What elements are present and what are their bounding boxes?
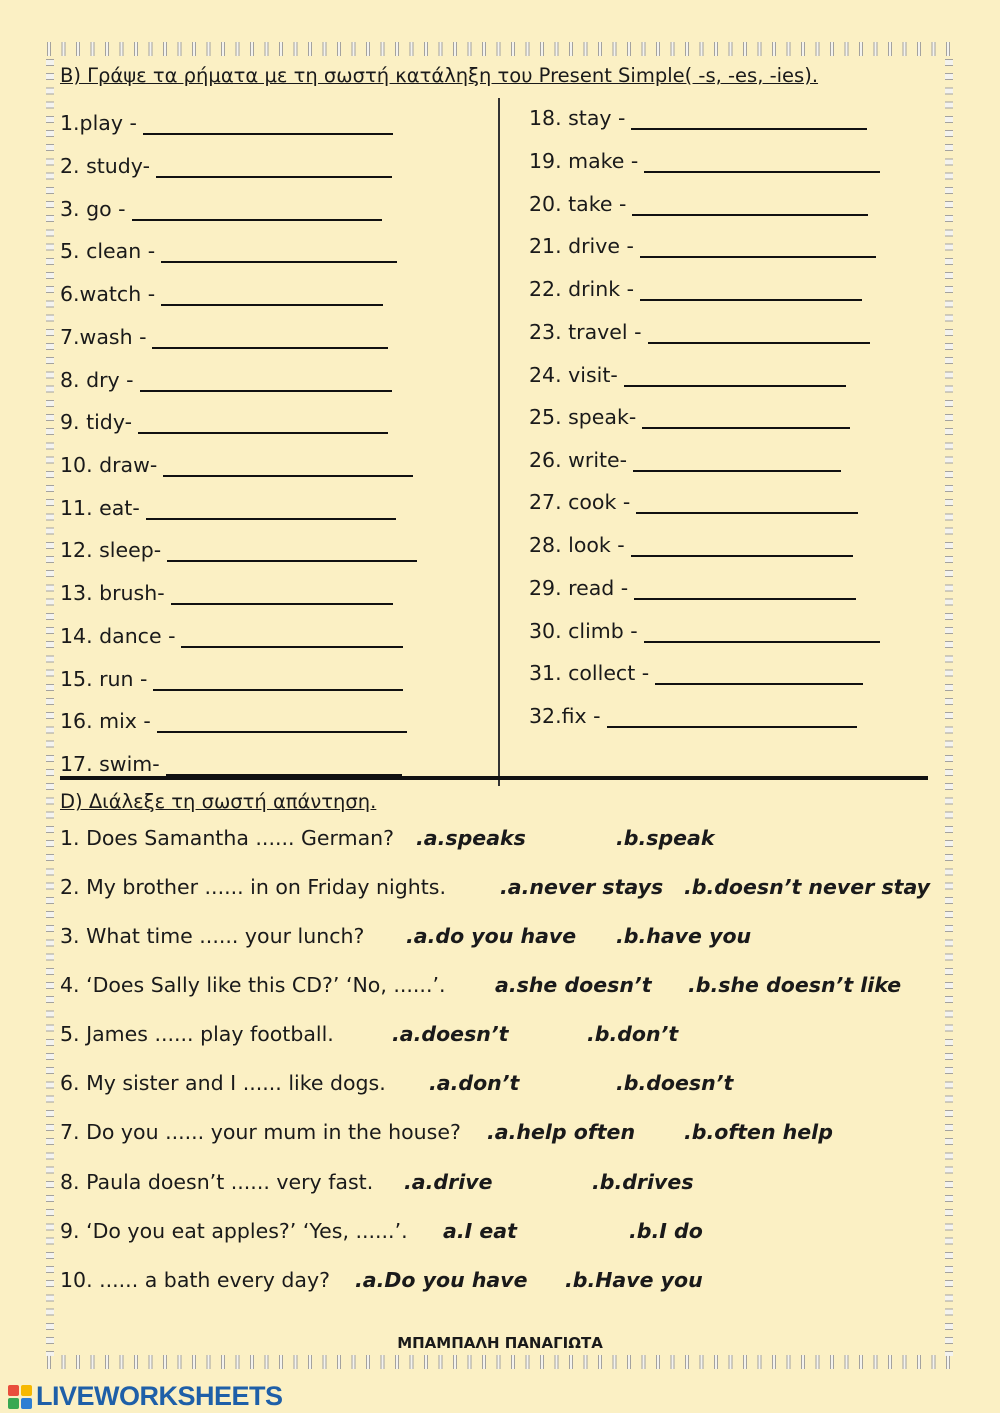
left-clip-border <box>46 56 54 1356</box>
verb-item <box>60 575 393 605</box>
answer-input[interactable] <box>636 494 858 514</box>
answer-input[interactable] <box>146 500 396 520</box>
question-text: 9. ‘Do you eat apples?’ ‘Yes, ......’. <box>60 1219 408 1243</box>
verb-item <box>529 399 850 429</box>
verb-item <box>60 319 388 349</box>
option-a[interactable]: .a.help often <box>487 1120 636 1144</box>
verb-item <box>529 357 846 387</box>
option-b[interactable]: .b.doesn’t <box>616 1071 734 1095</box>
verb-label: 19. make - <box>529 149 639 173</box>
verb-label: 23. travel - <box>529 320 642 344</box>
answer-blank[interactable] <box>640 279 862 301</box>
verb-item <box>529 143 880 173</box>
question-text: 7. Do you ...... your mum in the house? <box>60 1120 461 1144</box>
option-a[interactable]: .a.speaks <box>416 826 526 850</box>
option-a[interactable]: a.I eat <box>443 1219 517 1243</box>
option-b[interactable]: .b.Have you <box>565 1268 703 1292</box>
answer-blank[interactable] <box>163 455 413 477</box>
answer-blank[interactable] <box>181 626 403 648</box>
option-b[interactable]: .b.she doesn’t like <box>688 973 902 997</box>
answer-input[interactable] <box>655 665 863 685</box>
answer-blank[interactable] <box>167 540 417 562</box>
answer-blank[interactable] <box>633 450 841 472</box>
verb-label: 32.fix - <box>529 704 601 728</box>
bottom-clip-border <box>44 1355 956 1369</box>
verb-label: 12. sleep- <box>60 538 162 562</box>
verb-label: 11. eat- <box>60 496 140 520</box>
option-a[interactable]: .a.never stays <box>500 875 664 899</box>
answer-blank[interactable] <box>146 498 396 520</box>
verb-item <box>529 271 862 301</box>
verb-label: 7.wash - <box>60 325 147 349</box>
answer-input[interactable] <box>181 628 403 648</box>
answer-input[interactable] <box>161 286 383 306</box>
answer-blank[interactable] <box>636 492 858 514</box>
answer-input[interactable] <box>156 158 392 178</box>
answer-blank[interactable] <box>655 663 863 685</box>
option-a[interactable]: .a.do you have <box>406 924 577 948</box>
answer-blank[interactable] <box>153 669 403 691</box>
section-divider <box>60 776 928 780</box>
option-a[interactable]: .a.doesn’t <box>392 1022 509 1046</box>
option-b[interactable]: .b.have you <box>616 924 752 948</box>
brand-name: LIVEWORKSHEETS <box>36 1381 283 1411</box>
answer-blank[interactable] <box>132 199 382 221</box>
verb-item <box>60 532 417 562</box>
top-clip-border <box>44 42 956 56</box>
verb-label: 2. study- <box>60 154 150 178</box>
answer-blank[interactable] <box>631 535 853 557</box>
verb-item <box>529 484 858 514</box>
verb-item <box>60 105 393 135</box>
verb-item <box>60 490 396 520</box>
answer-blank[interactable] <box>644 151 880 173</box>
answer-input[interactable] <box>633 452 841 472</box>
answer-input[interactable] <box>632 196 868 216</box>
answer-input[interactable] <box>161 243 397 263</box>
answer-input[interactable] <box>607 708 857 728</box>
answer-blank[interactable] <box>634 578 856 600</box>
section-b-title: B) Γράψε τα ρήματα με τη σωστή κατάληξη του Present Simple( -s, -es, -ies). <box>60 64 819 87</box>
answer-blank[interactable] <box>607 706 857 728</box>
verb-item <box>529 314 870 344</box>
verb-item <box>60 276 383 306</box>
option-b[interactable]: .b.doesn’t never stay <box>684 875 931 899</box>
verb-label: 21. drive - <box>529 234 634 258</box>
option-b[interactable]: .b.don’t <box>587 1022 679 1046</box>
answer-input[interactable] <box>640 238 876 258</box>
answer-input[interactable] <box>132 201 382 221</box>
verb-label: 22. drink - <box>529 277 635 301</box>
answer-blank[interactable] <box>152 327 388 349</box>
answer-input[interactable] <box>163 457 413 477</box>
answer-blank[interactable] <box>138 412 388 434</box>
verb-label: 20. take - <box>529 192 627 216</box>
answer-input[interactable] <box>644 153 880 173</box>
answer-blank[interactable] <box>161 241 397 263</box>
liveworksheets-icon <box>8 1385 32 1409</box>
section-d-title: D) Διάλεξε τη σωστή απάντηση. <box>60 790 377 813</box>
verb-item <box>60 362 392 392</box>
option-b[interactable]: .b.speak <box>616 826 715 850</box>
verb-label: 13. brush- <box>60 581 165 605</box>
answer-blank[interactable] <box>644 621 880 643</box>
author-name: ΜΠΑΜΠΑΛΗ ΠΑΝΑΓΙΩΤΑ <box>397 1334 603 1352</box>
question-text: 3. What time ...... your lunch? <box>60 924 365 948</box>
verb-item <box>529 527 853 557</box>
question-text: 8. Paula doesn’t ...... very fast. <box>60 1170 374 1194</box>
answer-input[interactable] <box>143 115 393 135</box>
verb-item <box>529 442 841 472</box>
verb-label: 31. collect - <box>529 661 650 685</box>
answer-blank[interactable] <box>640 236 876 258</box>
verb-item <box>529 613 880 643</box>
verb-label: 29. read - <box>529 576 629 600</box>
answer-input[interactable] <box>140 372 392 392</box>
answer-input[interactable] <box>648 324 870 344</box>
verb-item <box>529 100 867 130</box>
answer-input[interactable] <box>157 713 407 733</box>
verb-label: 10. draw- <box>60 453 158 477</box>
option-a[interactable]: .a.don’t <box>429 1071 520 1095</box>
verb-label: 24. visit- <box>529 363 618 387</box>
answer-blank[interactable] <box>143 113 393 135</box>
verb-item <box>60 191 382 221</box>
verb-item <box>529 570 856 600</box>
option-a[interactable]: a.she doesn’t <box>495 973 652 997</box>
verb-label: 9. tidy- <box>60 410 132 434</box>
verb-item <box>529 228 876 258</box>
verb-label: 1.play - <box>60 111 137 135</box>
verb-item <box>529 698 857 728</box>
answer-blank[interactable] <box>140 370 392 392</box>
verb-item <box>60 447 413 477</box>
answer-input[interactable] <box>631 110 867 130</box>
verb-label: 18. stay - <box>529 106 626 130</box>
verb-item <box>529 655 863 685</box>
verb-label: 30. climb - <box>529 619 638 643</box>
answer-blank[interactable] <box>631 108 867 130</box>
answer-blank[interactable] <box>171 583 393 605</box>
verb-label: 5. clean - <box>60 239 156 263</box>
verb-label: 14. dance - <box>60 624 176 648</box>
right-clip-border <box>945 56 953 1356</box>
verb-item <box>60 618 403 648</box>
verb-label: 3. go - <box>60 197 126 221</box>
answer-input[interactable] <box>152 329 388 349</box>
verb-label: 6.watch - <box>60 282 156 306</box>
answer-input[interactable] <box>171 585 393 605</box>
verb-item <box>60 404 388 434</box>
verb-item <box>60 233 397 263</box>
verb-label: 16. mix - <box>60 709 151 733</box>
answer-input[interactable] <box>640 281 862 301</box>
answer-input[interactable] <box>642 409 850 429</box>
verb-item <box>60 148 392 178</box>
answer-input[interactable] <box>624 367 846 387</box>
verb-label: 26. write- <box>529 448 628 472</box>
answer-blank[interactable] <box>648 322 870 344</box>
answer-blank[interactable] <box>156 156 392 178</box>
column-divider <box>498 98 500 786</box>
answer-input[interactable] <box>644 623 880 643</box>
answer-input[interactable] <box>167 542 417 562</box>
answer-input[interactable] <box>631 537 853 557</box>
option-a[interactable]: .a.drive <box>404 1170 493 1194</box>
question-text: 1. Does Samantha ...... German? <box>60 826 395 850</box>
answer-blank[interactable] <box>632 194 868 216</box>
answer-blank[interactable] <box>166 754 402 776</box>
question-text: 4. ‘Does Sally like this CD?’ ‘No, ......’. <box>60 973 446 997</box>
answer-input[interactable] <box>634 580 856 600</box>
answer-input[interactable] <box>166 756 402 776</box>
question-text: 2. My brother ...... in on Friday nights. <box>60 875 446 899</box>
answer-input[interactable] <box>138 414 388 434</box>
verb-item <box>60 661 403 691</box>
answer-input[interactable] <box>153 671 403 691</box>
question-text: 5. James ...... play football. <box>60 1022 334 1046</box>
answer-blank[interactable] <box>157 711 407 733</box>
verb-item <box>60 746 402 776</box>
option-a[interactable]: .a.Do you have <box>355 1268 528 1292</box>
option-b[interactable]: .b.often help <box>684 1120 833 1144</box>
verb-item <box>529 186 868 216</box>
verb-label: 25. speak- <box>529 405 637 429</box>
verb-label: 17. swim- <box>60 752 160 776</box>
liveworksheets-logo[interactable] <box>8 1381 283 1412</box>
verb-item <box>60 703 407 733</box>
question-text: 10. ...... a bath every day? <box>60 1268 330 1292</box>
verb-label: 27. cook - <box>529 490 631 514</box>
answer-blank[interactable] <box>624 365 846 387</box>
answer-blank[interactable] <box>161 284 383 306</box>
option-b[interactable]: .b.drives <box>592 1170 694 1194</box>
question-text: 6. My sister and I ...... like dogs. <box>60 1071 386 1095</box>
answer-blank[interactable] <box>642 407 850 429</box>
option-b[interactable]: .b.I do <box>629 1219 703 1243</box>
verb-label: 8. dry - <box>60 368 134 392</box>
verb-label: 15. run - <box>60 667 148 691</box>
verb-label: 28. look - <box>529 533 625 557</box>
